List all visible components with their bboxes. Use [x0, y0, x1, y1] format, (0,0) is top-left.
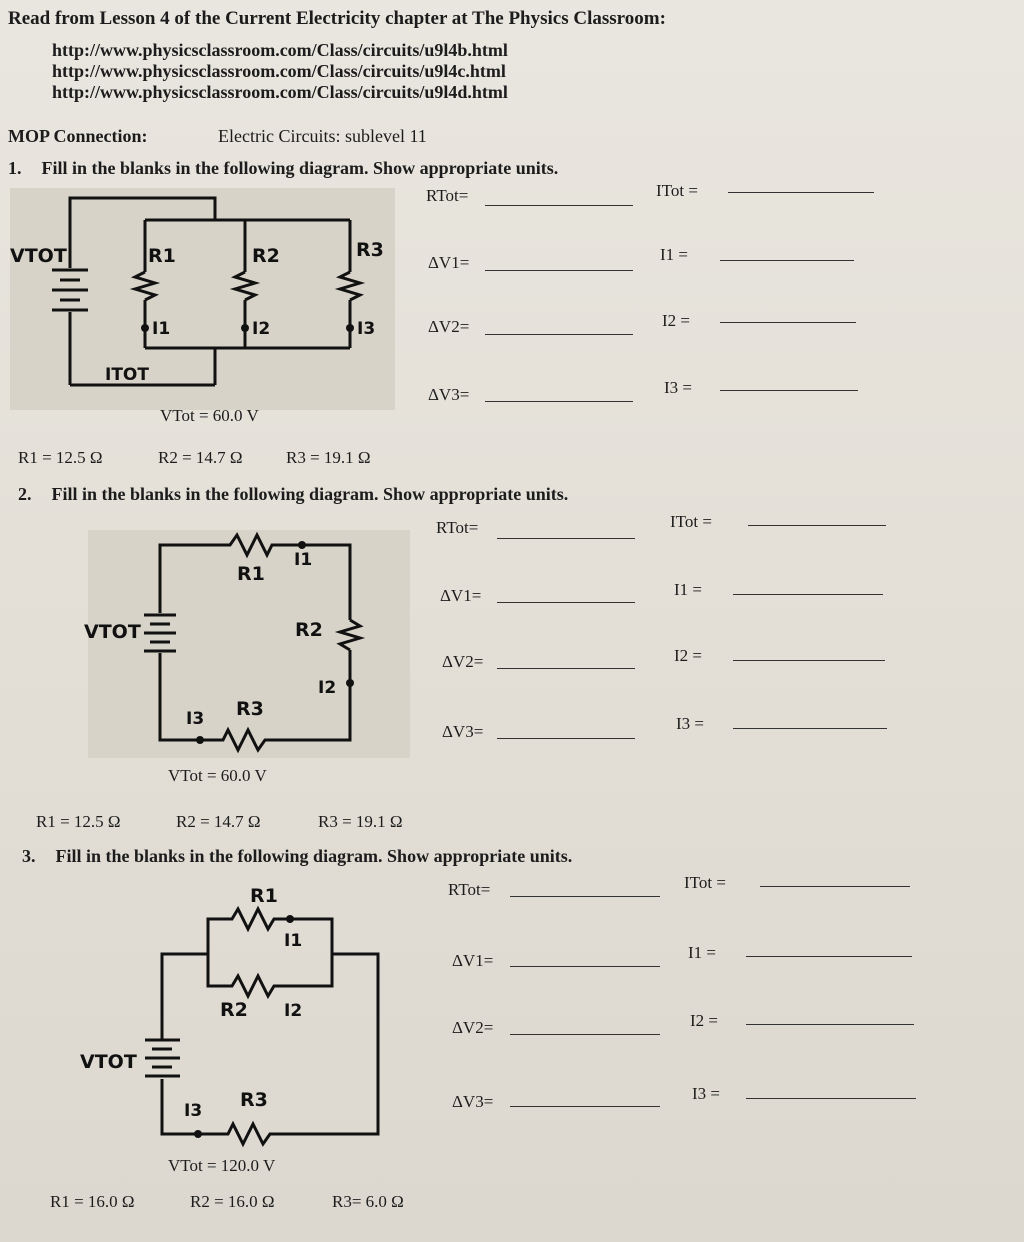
label-vtot: VTOT: [10, 245, 67, 267]
vtot-given-3: VTot = 120.0 V: [168, 1156, 276, 1175]
i1-label-2: I1 =: [674, 580, 702, 599]
label-r2: R2: [295, 619, 323, 641]
dv1-blank-3[interactable]: [510, 966, 660, 967]
rtot-label-3: RTot=: [448, 880, 491, 899]
rtot-label-2: RTot=: [436, 518, 479, 537]
r2-given-1: R2 = 14.7 Ω: [158, 448, 243, 467]
dv2-blank-1[interactable]: [485, 334, 633, 335]
dv2-label-3: ΔV2=: [452, 1018, 494, 1037]
i3-label-1: I3 =: [664, 378, 692, 397]
dv1-blank-2[interactable]: [497, 602, 635, 603]
dv3-label-1: ΔV3=: [428, 385, 470, 404]
label-i3: I3: [184, 1101, 203, 1121]
circuit-2-diagram: [80, 525, 410, 765]
dv3-label-2: ΔV3=: [442, 722, 484, 741]
itot-label-2: ITot =: [670, 512, 712, 531]
label-i3: I3: [186, 709, 205, 729]
rtot-blank-3[interactable]: [510, 896, 660, 897]
i3-blank-3[interactable]: [746, 1098, 916, 1099]
dv1-label-1: ΔV1=: [428, 253, 470, 272]
circuit-3-diagram: [70, 874, 400, 1154]
question-number: 2.: [18, 484, 32, 504]
dv1-blank-1[interactable]: [485, 270, 633, 271]
itot-blank-3[interactable]: [760, 886, 910, 887]
r2-given-2: R2 = 14.7 Ω: [176, 812, 261, 831]
dv3-blank-2[interactable]: [497, 738, 635, 739]
dv2-label-1: ΔV2=: [428, 317, 470, 336]
dv2-blank-2[interactable]: [497, 668, 635, 669]
i3-label-3: I3 =: [692, 1084, 720, 1103]
i3-blank-1[interactable]: [720, 390, 858, 391]
i2-blank-3[interactable]: [746, 1024, 914, 1025]
r1-given-3: R1 = 16.0 Ω: [50, 1192, 135, 1211]
r3-given-3: R3= 6.0 Ω: [332, 1192, 404, 1211]
itot-label-1: ITot =: [656, 181, 698, 200]
dv2-label-2: ΔV2=: [442, 652, 484, 671]
label-i3: I3: [357, 319, 376, 339]
i3-blank-2[interactable]: [733, 728, 887, 729]
i3-label-2: I3 =: [676, 714, 704, 733]
label-r2: R2: [220, 999, 248, 1021]
label-i1: I1: [294, 550, 313, 570]
dv3-blank-1[interactable]: [485, 401, 633, 402]
mop-value: Electric Circuits: sublevel 11: [218, 126, 427, 146]
question-text: Fill in the blanks in the following diagram. Show appropriate units.: [51, 484, 569, 504]
label-r1: R1: [237, 563, 265, 585]
r2-given-3: R2 = 16.0 Ω: [190, 1192, 275, 1211]
label-r1: R1: [250, 885, 278, 907]
i2-label-1: I2 =: [662, 311, 690, 330]
r1-given-2: R1 = 12.5 Ω: [36, 812, 121, 831]
i1-label-1: I1 =: [660, 245, 688, 264]
label-r3: R3: [240, 1089, 268, 1111]
question-3-prompt: [22, 846, 572, 867]
label-i1: I1: [152, 319, 171, 339]
label-r1: R1: [148, 245, 176, 267]
label-i2: I2: [318, 678, 337, 698]
question-number: 3.: [22, 846, 36, 866]
label-vtot: VTOT: [84, 621, 141, 643]
rtot-label-1: RTot=: [426, 186, 469, 205]
url-link-2[interactable]: http://www.physicsclassroom.com/Class/circuits/u9l4c.html: [52, 61, 506, 81]
url-link-3[interactable]: http://www.physicsclassroom.com/Class/circuits/u9l4d.html: [52, 82, 508, 102]
rtot-blank-1[interactable]: [485, 205, 633, 206]
dv3-label-3: ΔV3=: [452, 1092, 494, 1111]
question-text: Fill in the blanks in the following diagram. Show appropriate units.: [55, 846, 573, 866]
r1-given-1: R1 = 12.5 Ω: [18, 448, 103, 467]
itot-blank-1[interactable]: [728, 192, 874, 193]
dv1-label-2: ΔV1=: [440, 586, 482, 605]
i1-blank-1[interactable]: [720, 260, 854, 261]
i1-blank-2[interactable]: [733, 594, 883, 595]
label-i1: I1: [284, 931, 303, 951]
question-1-prompt: [8, 158, 558, 179]
question-number: 1.: [8, 158, 22, 178]
url-link-1[interactable]: http://www.physicsclassroom.com/Class/circuits/u9l4b.html: [52, 40, 508, 60]
question-2-prompt: [18, 484, 568, 505]
dv2-blank-3[interactable]: [510, 1034, 660, 1035]
label-r3: R3: [236, 698, 264, 720]
dv1-label-3: ΔV1=: [452, 951, 494, 970]
dv3-blank-3[interactable]: [510, 1106, 660, 1107]
question-text: Fill in the blanks in the following diagram. Show appropriate units.: [41, 158, 559, 178]
i1-blank-3[interactable]: [746, 956, 912, 957]
label-i2: I2: [252, 319, 271, 339]
mop-label: MOP Connection:: [8, 126, 148, 146]
r3-given-2: R3 = 19.1 Ω: [318, 812, 403, 831]
label-r3: R3: [356, 239, 384, 261]
i2-blank-2[interactable]: [733, 660, 885, 661]
rtot-blank-2[interactable]: [497, 538, 635, 539]
intro-text: Read from Lesson 4 of the Current Electricity chapter at The Physics Classroom:: [8, 8, 666, 29]
i2-label-2: I2 =: [674, 646, 702, 665]
r3-given-1: R3 = 19.1 Ω: [286, 448, 371, 467]
vtot-given-2: VTot = 60.0 V: [168, 766, 267, 785]
label-vtot: VTOT: [80, 1051, 137, 1073]
circuit-1-diagram: [0, 180, 400, 420]
label-itot: ITOT: [105, 365, 149, 385]
i2-label-3: I2 =: [690, 1011, 718, 1030]
i1-label-3: I1 =: [688, 943, 716, 962]
i2-blank-1[interactable]: [720, 322, 856, 323]
itot-label-3: ITot =: [684, 873, 726, 892]
vtot-given-1: VTot = 60.0 V: [160, 406, 259, 425]
label-r2: R2: [252, 245, 280, 267]
label-i2: I2: [284, 1001, 303, 1021]
itot-blank-2[interactable]: [748, 525, 886, 526]
